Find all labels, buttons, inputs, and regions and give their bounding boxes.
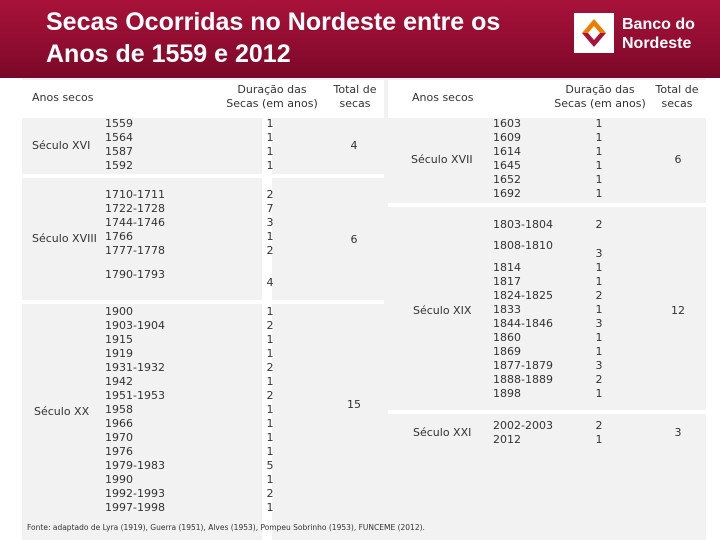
years-list: 1803-1804	[493, 218, 553, 231]
years-list: 1710-1711 1722-1728 1744-1746 1766 1777-1778	[105, 188, 165, 257]
page-title: Secas Ocorridas no Nordeste entre os Anos de 1559 e 2012	[46, 8, 501, 68]
durations-list: 1 1 1 1 1 1	[595, 117, 603, 200]
left-header-anos-secos: Anos secos	[32, 91, 94, 104]
logo-line-2: Nordeste	[622, 35, 692, 52]
logo-icon	[574, 13, 614, 53]
row-separator	[388, 410, 706, 414]
left-header-total: Total de secas	[333, 83, 377, 110]
century-total: 4	[350, 139, 358, 152]
century-label: Século XX	[34, 405, 90, 418]
right-header-anos-secos: Anos secos	[412, 91, 474, 104]
durations-list: 2 1	[595, 419, 603, 446]
century-label: Século XVII	[411, 153, 473, 166]
century-label: Século XXI	[413, 426, 472, 439]
century-total: 6	[350, 233, 358, 246]
durations-list: 2 7 3 1 2	[266, 188, 274, 257]
years-list: 1900 1903-1904 1915 1919 1931-1932 1942 1951-1953 1958 1966 1970 1976 1979-1983 1990 1992-1993 1997-1998	[105, 305, 165, 514]
row-separator	[388, 203, 706, 207]
left-header-duracao: Duração das Secas (em anos)	[226, 83, 318, 110]
century-total: 3	[674, 426, 682, 439]
source-note: Fonte: adaptado de Lyra (1919), Guerra (1951), Alves (1953), Pompeu Sobrinho (1953), FUNCEME (2012).	[27, 523, 425, 532]
century-total: 15	[347, 398, 361, 411]
logo-text	[622, 15, 695, 53]
years-list: 1814 1817 1824-1825 1833 1844-1846 1860 1869 1877-1879 1888-1889 1898	[493, 261, 553, 400]
years-list: 1808-1810	[493, 239, 553, 252]
right-header-total: Total de secas	[655, 83, 699, 110]
durations-list: 3 1 1 2 1 3 1 1 3 2 1	[595, 247, 603, 400]
years-list: 1790-1793	[105, 268, 165, 281]
century-total: 12	[671, 304, 685, 317]
durations-list: 4	[266, 276, 274, 289]
years-list: 1603 1609 1614 1645 1652 1692	[493, 117, 521, 200]
row-separator	[22, 300, 384, 304]
row-separator	[22, 174, 384, 178]
century-label: Século XVI	[32, 139, 91, 152]
century-label: Século XVIII	[32, 232, 97, 245]
durations-list: 1 2 1 1 2 1 2 1 1 1 1 5 1 2 1	[266, 305, 274, 514]
century-label: Século XIX	[413, 304, 472, 317]
durations-list: 2	[595, 218, 603, 231]
durations-list: 1 1 1 1	[266, 117, 274, 172]
right-header-duracao: Duração das Secas (em anos)	[554, 83, 646, 110]
title-banner	[0, 0, 720, 78]
century-total: 6	[674, 153, 682, 166]
logo-line-1: Banco do	[622, 16, 695, 33]
years-list: 1559 1564 1587 1592	[105, 117, 133, 172]
years-list: 2002-2003 2012	[493, 419, 553, 446]
bank-logo	[574, 13, 714, 57]
